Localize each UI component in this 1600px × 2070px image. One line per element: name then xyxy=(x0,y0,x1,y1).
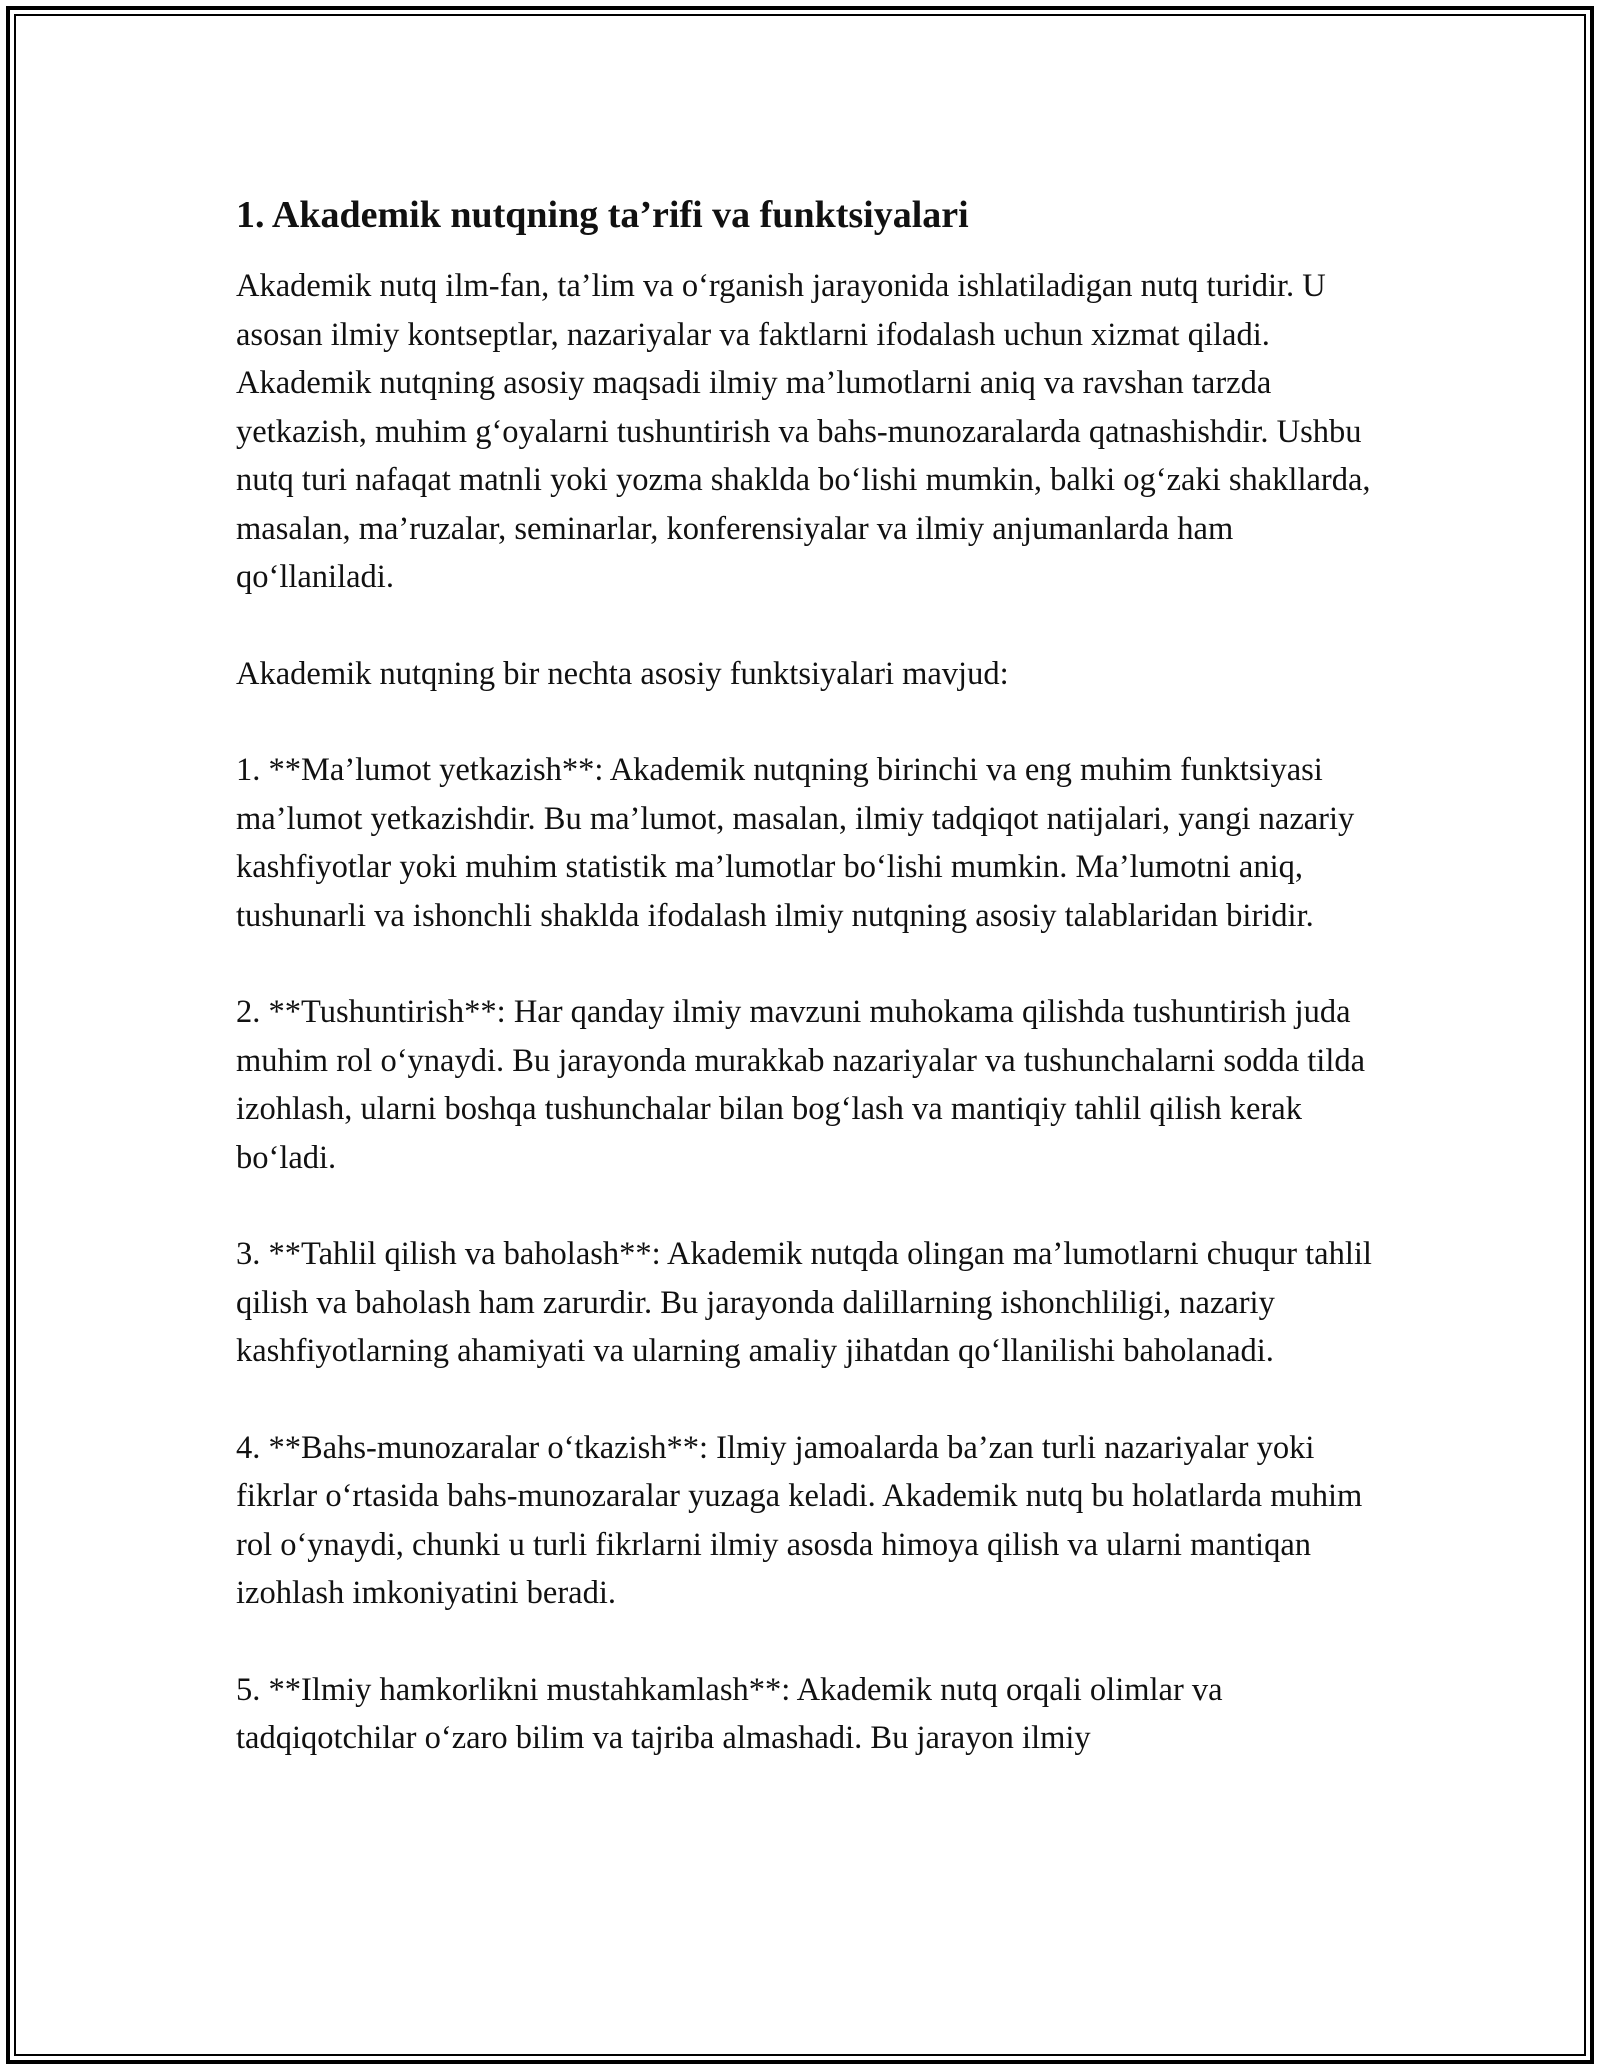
paragraph-function-4: 4. **Bahs-munozaralar o‘tkazish**: Ilmiy jamoalarda ba’zan turli nazariyalar yoki fikrlar o‘rtasida bahs-munozaralar yuzaga keladi. Akademik nutq bu holatlarda muhim rol o‘ynaydi, chunki u turli fikrlarni ilmiy asosda himoya qilish va ularni mantiqan izohlash imkoniyatini beradi. xyxy=(236,1429,1363,1611)
paragraph-functions-lead: Akademik nutqning bir nechta asosiy funktsiyalari mavjud: xyxy=(236,655,1009,692)
paragraph-intro: Akademik nutq ilm-fan, ta’lim va o‘rganish jarayonida ishlatiladigan nutq turidir. U asosan ilmiy kontseptlar, nazariyalar va faktlarni ifodalash uchun xizmat qiladi. Akademik nutqning asosiy maqsadi ilmiy ma’lumotlarni aniq va ravshan tarzda yetkazish, muhim g‘oyalarni tushuntirish va bahs-munozaralarda qatnashishdir. Ushbu nutq turi nafaqat matnli yoki yozma shaklda bo‘lishi mumkin, balki og‘zaki shakllarda, masalan, ma’ruzalar, seminarlar, konferensiyalar va ilmiy anjumanlarda ham qo‘llaniladi. xyxy=(236,268,1371,595)
paragraph-function-3: 3. **Tahlil qilish va baholash**: Akademik nutqda olingan ma’lumotlarni chuqur tahlil qilish va baholash ham zarurdir. Bu jarayonda dalillarning ishonchliligi, nazariy kashfiyotlarning ahamiyati va ularning amaliy jihatdan qo‘llanilishi baholanadi. xyxy=(236,1236,1372,1369)
paragraph-function-1: 1. **Ma’lumot yetkazish**: Akademik nutqning birinchi va eng muhim funktsiyasi ma’lumot yetkazishdir. Bu ma’lumot, masalan, ilmiy tadqiqot natijalari, yangi nazariy kashfiyotlar yoki muhim statistik ma’lumotlar bo‘lishi mumkin. Ma’lumotni aniq, tushunarli va ishonchli shaklda ifodalash ilmiy nutqning asosiy talablaridan biridir. xyxy=(236,752,1355,934)
paragraph-function-5: 5. **Ilmiy hamkorlikni mustahkamlash**: Akademik nutq orqali olimlar va tadqiqotchilar o‘zaro bilim va tajriba almashadi. Bu jarayon ilmiy xyxy=(236,1671,1223,1756)
paragraph-function-2: 2. **Tushuntirish**: Har qanday ilmiy mavzuni muhokama qilishda tushuntirish juda muhim rol o‘ynaydi. Bu jarayonda murakkab nazariyalar va tushunchalarni sodda tilda izohlash, ularni boshqa tushunchalar bilan bog‘lash va mantiqiy tahlil qilish kerak bo‘ladi. xyxy=(236,994,1366,1176)
section-heading: 1. Akademik nutqning ta’rifi va funktsiyalari xyxy=(236,194,969,236)
document-body xyxy=(236,188,1376,1811)
